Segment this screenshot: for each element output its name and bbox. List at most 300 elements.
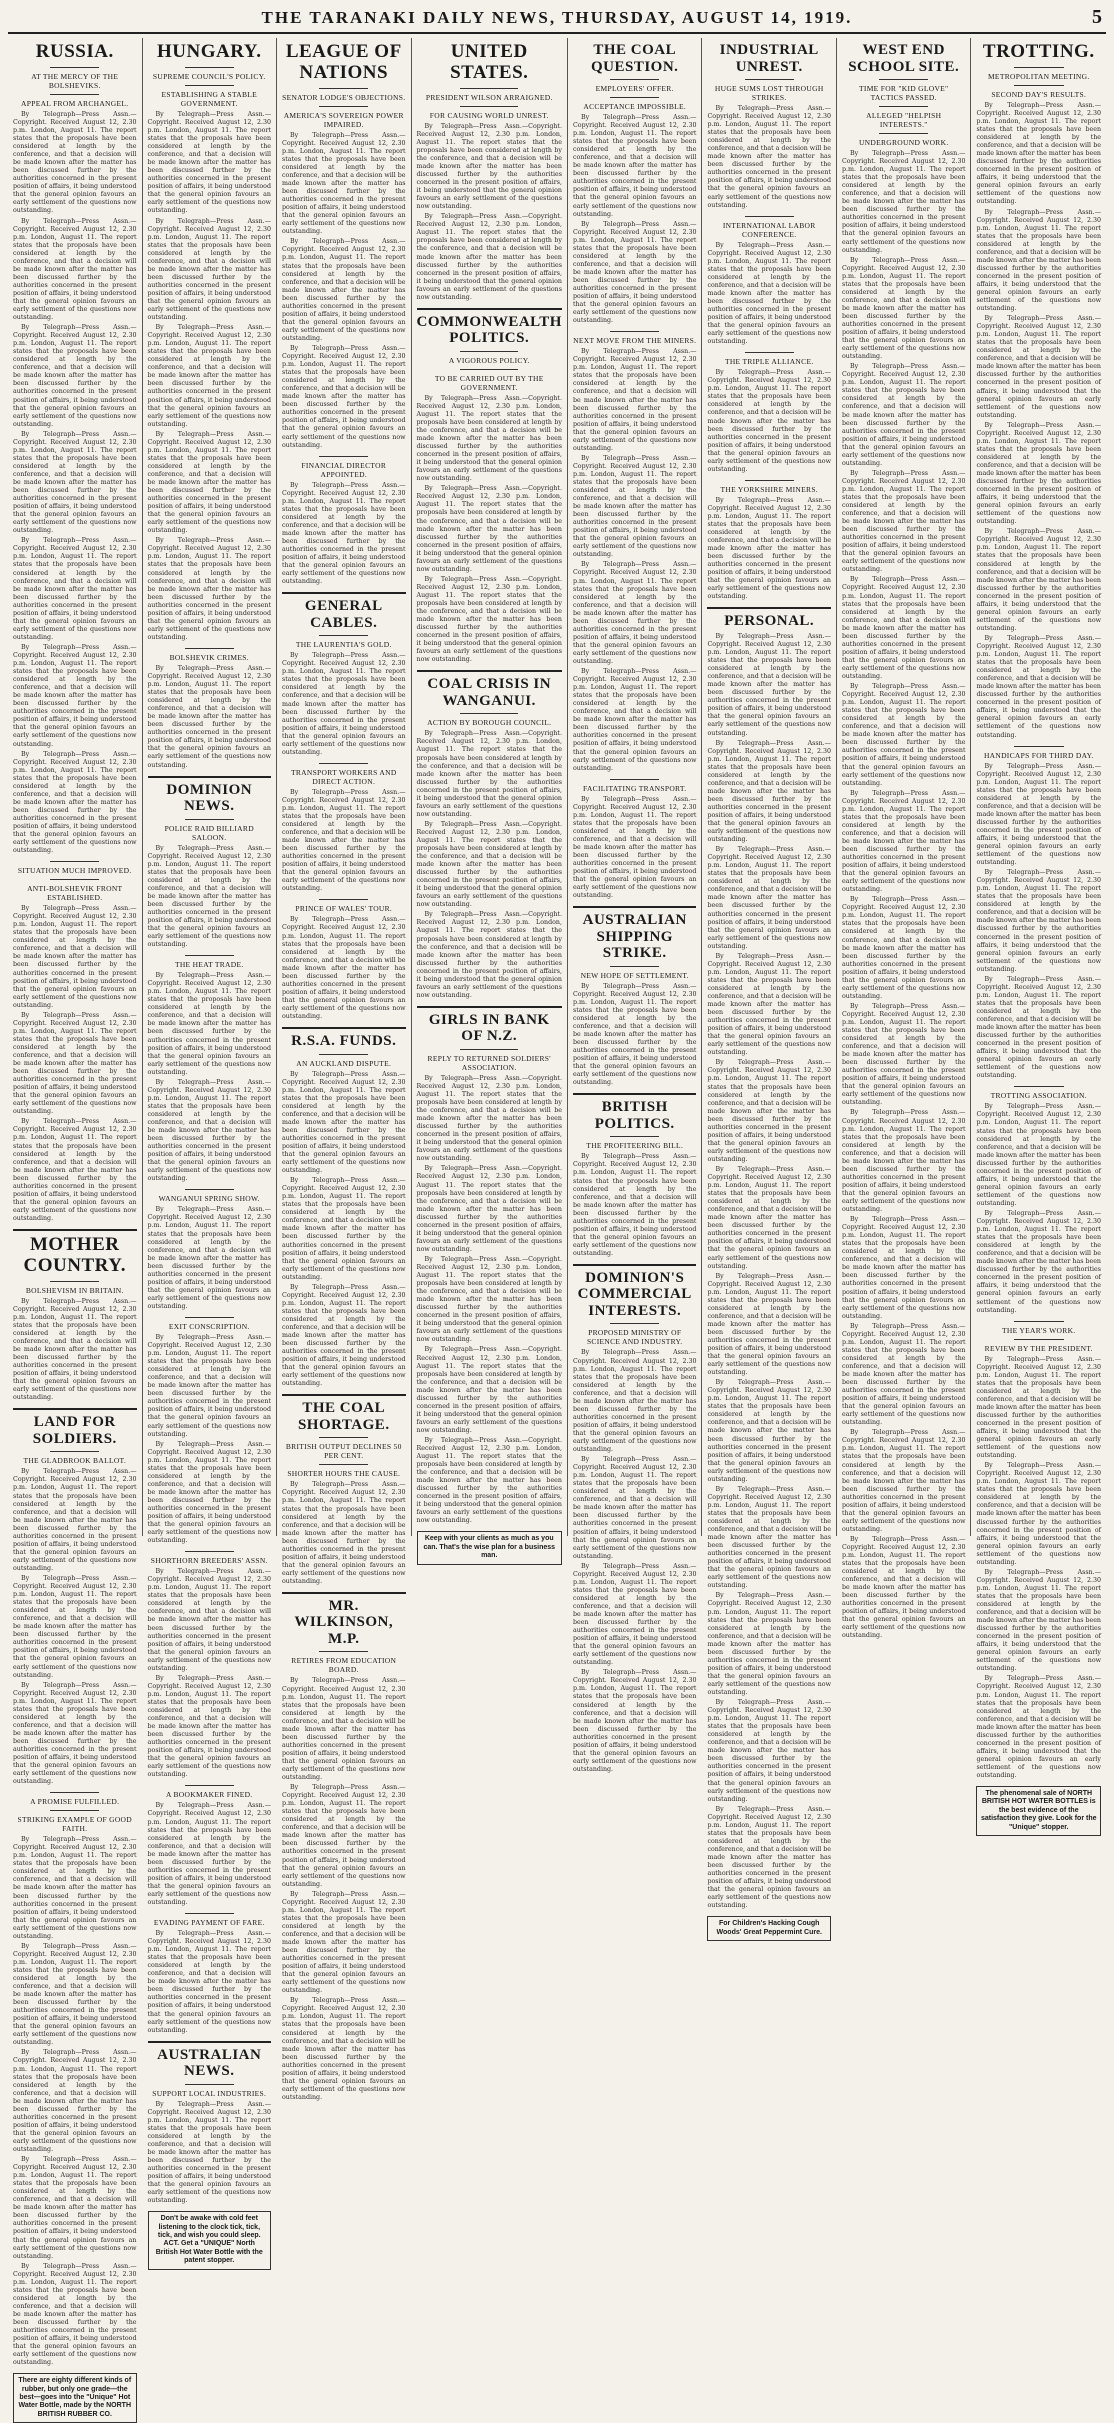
- article-subheading: BOLSHEVISM IN BRITAIN.: [25, 1285, 124, 1295]
- article-paragraph: By Telegraph—Press Assn.—Copyright. Received August 12, 2.30 p.m. London, August 11. The report states that the proposals have been considered at length by the conference, and that a decision will be made known after the matter has been discussed further by the authorities concerned in the present position of affairs, it being understood that the general opinion favours an early settlement of the questions now outstanding.: [147, 1802, 271, 1906]
- divider: [319, 899, 368, 900]
- article-subheading: SUPREME COUNCIL'S POLICY.: [152, 71, 266, 81]
- article: [148, 1551, 272, 1779]
- article-paragraph: By Telegraph—Press Assn.—Copyright. Received August 12, 2.30 p.m. London, August 11. The report states that the proposals have been considered at length by the conference, and that a decision will be made known after the matter has been discussed further by the authorities concerned in the present position of affairs, it being understood that the general opinion favours an early settlement of the questions now outstanding.: [282, 1997, 406, 2101]
- article-paragraph: By Telegraph—Press Assn.—Copyright. Received August 12, 2.30 p.m. London, August 11. The report states that the proposals have been considered at length by the conference, and that a decision will be made known after the matter has been discussed further by the authorities concerned in the present position of affairs, it being understood that the general opinion favours an early settlement of the questions now outstanding.: [282, 1070, 406, 1175]
- article-headline: INDUSTRIAL UNREST.: [719, 42, 819, 75]
- section-divider: [282, 1592, 406, 1594]
- section-divider: [282, 1394, 406, 1396]
- column-3: [277, 38, 412, 2101]
- article-headline: MOTHER COUNTRY.: [23, 1233, 126, 1276]
- article-subheading: HUGE SUMS LOST THROUGH STRIKES.: [714, 84, 824, 102]
- article-subheading: ESTABLISHING A STABLE GOVERNMENT.: [161, 89, 258, 108]
- article-paragraph: By Telegraph—Press Assn.—Copyright. Received August 12, 2.30 p.m. London, August 11. The report states that the proposals have been considered at length by the conference, and that a decision will be made known after the matter has been discussed further by the authorities concerned in the present position of affairs, it being understood that the general opinion favours an early settlement of the questions now outstanding.: [707, 952, 831, 1057]
- article-paragraph: By Telegraph—Press Assn.—Copyright. Received August 12, 2.30 p.m. London, August 11. The report states that the proposals have been considered at length by the conference, and that a decision will be made known after the matter has been discussed further by the authorities concerned in the present position of affairs, it being understood that the general opinion favours an early settlement of the questions now outstanding.: [707, 846, 831, 950]
- article-subheading: EVADING PAYMENT OF FARE.: [153, 1918, 265, 1928]
- article-paragraph: By Telegraph—Press Assn.—Copyright. Received August 12, 2.30 p.m. London, August 11. The report states that the proposals have been considered at length by the conference, and that a decision will be made known after the matter has been discussed further by the authorities concerned in the present position of affairs, it being understood that the general opinion favours an early settlement of the questions now outstanding.: [841, 150, 966, 254]
- article: [13, 1414, 137, 1786]
- divider: [319, 106, 368, 107]
- article-paragraph: By Telegraph—Press Assn.—Copyright. Received August 12, 2.30 p.m. London, August 11. The report states that the proposals have been considered at length by the conference, and that a decision will be made known after the matter has been discussed further by the authorities concerned in the present position of affairs, it being understood that the general opinion favours an early settlement of the questions now outstanding.: [282, 1784, 406, 1888]
- article: [573, 42, 697, 325]
- article: [417, 1012, 562, 1526]
- article-paragraph: By Telegraph—Press Assn.—Copyright. Received August 12, 2.30 p.m. London, August 11. The report states that the proposals have been considered at length by the conference, and that a decision will be made known after the matter has been discussed further by the authorities concerned in the present position of affairs, it being understood that the general opinion favours an early settlement of the questions now outstanding.: [282, 238, 406, 342]
- section-divider: [707, 607, 831, 609]
- column-8: [971, 38, 1106, 1831]
- advertisement: There are eighty different kinds of rubber, but only one grade—the best—goes into the "Unique" Hot Water Bottle, made by the NORTH BRITISH RUBBER CO.: [13, 2373, 137, 2423]
- article-subheading: RETIRES FROM EDUCATION BOARD.: [291, 1656, 397, 1675]
- article-subheading: SENATOR LODGE'S OBJECTIONS.: [282, 92, 406, 102]
- section-divider: [417, 670, 562, 672]
- column-4: [412, 38, 568, 1560]
- article-subheading: PRESIDENT WILSON ARRAIGNED.: [425, 92, 553, 102]
- article: [282, 899, 406, 1021]
- article-paragraph: By Telegraph—Press Assn.—Copyright. Received August 12, 2.30 p.m. London, August 11. The report states that the proposals have been considered at length by the conference, and that a decision will be made known after the matter has been discussed further by the authorities concerned in the present position of affairs, it being understood that the general opinion favours an early settlement of the questions now outstanding.: [147, 1440, 271, 1545]
- article-subheading: TO BE CARRIED OUT BY THE GOVERNMENT.: [434, 373, 544, 392]
- article-paragraph: By Telegraph—Press Assn.—Copyright. Received August 12, 2.30 p.m. London, August 11. The report states that the proposals have been considered at length by the conference, and that a decision will be made known after the matter has been discussed further by the authorities concerned in the present position of affairs, it being understood that the general opinion favours an early settlement of the questions now outstanding.: [13, 1011, 137, 1116]
- article-paragraph: By Telegraph—Press Assn.—Copyright. Received August 12, 2.30 p.m. London, August 11. The report states that the proposals have been considered at length by the conference, and that a decision will be made known after the matter has been discussed further by the authorities concerned in the present position of affairs, it being understood that the general opinion favours an early settlement of the questions now outstanding.: [282, 1890, 406, 1995]
- divider: [460, 106, 518, 107]
- article-paragraph: By Telegraph—Press Assn.—Copyright. Received August 12, 2.30 p.m. London, August 11. The report states that the proposals have been considered at length by the conference, and that a decision will be made known after the matter has been discussed further by the authorities concerned in the present position of affairs, it being understood that the general opinion favours an early settlement of the questions now outstanding.: [147, 1930, 271, 2034]
- article-subheading: REVIEW BY THE PRESIDENT.: [984, 1343, 1093, 1353]
- article-paragraph: By Telegraph—Press Assn.—Copyright. Received August 12, 2.30 p.m. London, August 11. The report states that the proposals have been considered at length by the conference, and that a decision will be made known after the matter has been discussed further by the authorities concerned in the present position of affairs, it being understood that the general opinion favours an early settlement of the questions now outstanding.: [147, 844, 271, 949]
- article-paragraph: By Telegraph—Press Assn.—Copyright. Received August 12, 2.30 p.m. London, August 11. The report states that the proposals have been considered at length by the conference, and that a decision will be made known after the matter has been discussed further by the authorities concerned in the present position of affairs, it being understood that the general opinion favours an early settlement of the questions now outstanding.: [13, 1118, 137, 1222]
- section-divider: [573, 906, 697, 908]
- article: [13, 1792, 137, 2367]
- divider: [185, 1785, 234, 1786]
- article: [282, 763, 406, 894]
- article-paragraph: By Telegraph—Press Assn.—Copyright. Received August 12, 2.30 p.m. London, August 11. The report states that the proposals have been considered at length by the conference, and that a decision will be made known after the matter has been discussed further by the authorities concerned in the present position of affairs, it being understood that the general opinion favours an early settlement of the questions now outstanding.: [416, 911, 562, 999]
- article-subheading: ALLEGED "HELPISH INTERESTS.": [866, 111, 942, 129]
- article-paragraph: By Telegraph—Press Assn.—Copyright. Received August 12, 2.30 p.m. London, August 11. The report states that the proposals have been considered at length by the conference, and that a decision will be made known after the matter has been discussed further by the authorities concerned in the present position of affairs, it being understood that the general opinion favours an early settlement of the questions now outstanding.: [841, 1109, 966, 1214]
- article-paragraph: By Telegraph—Press Assn.—Copyright. Received August 12, 2.30 p.m. London, August 11. The report states that the proposals have been considered at length by the conference, and that a decision will be made known after the matter has been discussed further by the authorities concerned in the present position of affairs, it being understood that the general opinion favours an early settlement of the questions now outstanding.: [282, 916, 406, 1020]
- section-divider: [573, 1264, 697, 1266]
- article-paragraph: By Telegraph—Press Assn.—Copyright. Received August 12, 2.30 p.m. London, August 11. The report states that the proposals have been considered at length by the conference, and that a decision will be made known after the matter has been discussed further by the authorities concerned in the present position of affairs, it being understood that the general opinion favours an early settlement of the questions now outstanding.: [572, 982, 697, 1087]
- divider: [1014, 1321, 1064, 1322]
- article-subheading: INTERNATIONAL LABOR CONFERENCE.: [722, 220, 816, 239]
- article-subheading: NEW HOPE OF SETTLEMENT.: [580, 970, 689, 980]
- article-subheading: TROTTING ASSOCIATION.: [990, 1091, 1087, 1101]
- article-paragraph: By Telegraph—Press Assn.—Copyright. Received August 12, 2.30 p.m. London, August 11. The report states that the proposals have been considered at length by the conference, and that a decision will be made known after the matter has been discussed further by the authorities concerned in the present position of affairs, it being understood that the general opinion favours an early settlement of the questions now outstanding.: [147, 537, 271, 641]
- article-paragraph: By Telegraph—Press Assn.—Copyright. Received August 12, 2.30 p.m. London, August 11. The report states that the proposals have been considered at length by the conference, and that a decision will be made known after the matter has been discussed further by the authorities concerned in the present position of affairs, it being understood that the general opinion favours an early settlement of the questions now outstanding.: [13, 643, 137, 748]
- article-paragraph: By Telegraph—Press Assn.—Copyright. Received August 12, 2.30 p.m. London, August 11. The report states that the proposals have been considered at length by the conference, and that a decision will be made known after the matter has been discussed further by the authorities concerned in the present position of affairs, it being understood that the general opinion favours an early settlement of the questions now outstanding.: [707, 739, 831, 844]
- article: [842, 42, 966, 1641]
- section-divider: [573, 1093, 697, 1095]
- article-subheading: PRINCE OF WALES' TOUR.: [295, 904, 393, 914]
- article-subheading: ACCEPTANCE IMPOSSIBLE.: [583, 102, 687, 111]
- article-paragraph: By Telegraph—Press Assn.—Copyright. Received August 12, 2.30 p.m. London, August 11. The report states that the proposals have been considered at length by the conference, and that a decision will be made known after the matter has been discussed further by the authorities concerned in the present position of affairs, it being understood that the general opinion favours an early settlement of the questions now outstanding.: [13, 905, 137, 1009]
- article-paragraph: By Telegraph—Press Assn.—Copyright. Received August 12, 2.30 p.m. London, August 11. The report states that the proposals have been considered at length by the conference, and that a decision will be made known after the matter has been discussed further by the authorities concerned in the present position of affairs, it being understood that the general opinion favours an early settlement of the questions now outstanding.: [976, 208, 1101, 313]
- article-paragraph: By Telegraph—Press Assn.—Copyright. Received August 12, 2.30 p.m. London, August 11. The report states that the proposals have been considered at length by the conference, and that a decision will be made known after the matter has been discussed further by the authorities concerned in the present position of affairs, it being understood that the general opinion favours an early settlement of the questions now outstanding.: [147, 217, 271, 322]
- article-paragraph: By Telegraph—Press Assn.—Copyright. Received August 12, 2.30 p.m. London, August 11. The report states that the proposals have been considered at length by the conference, and that a decision will be made known after the matter has been discussed further by the authorities concerned in the present position of affairs, it being understood that the general opinion favours an early settlement of the questions now outstanding.: [976, 1355, 1101, 1460]
- divider: [185, 1189, 234, 1190]
- article-paragraph: By Telegraph—Press Assn.—Copyright. Received August 12, 2.30 p.m. London, August 11. The report states that the proposals have been considered at length by the conference, and that a decision will be made known after the matter has been discussed further by the authorities concerned in the present position of affairs, it being understood that the general opinion favours an early settlement of the questions now outstanding.: [416, 1346, 562, 1434]
- article-paragraph: By Telegraph—Press Assn.—Copyright. Received August 12, 2.30 p.m. London, August 11. The report states that the proposals have been considered at length by the conference, and that a decision will be made known after the matter has been discussed further by the authorities concerned in the present position of affairs, it being understood that the general opinion favours an early settlement of the questions now outstanding.: [282, 652, 406, 756]
- article: [282, 1598, 406, 2102]
- divider: [1014, 85, 1064, 86]
- divider: [50, 94, 99, 95]
- article: [707, 352, 831, 474]
- divider: [610, 779, 659, 780]
- article-paragraph: By Telegraph—Press Assn.—Copyright. Received August 12, 2.30 p.m. London, August 11. The report states that the proposals have been considered at length by the conference, and that a decision will be made known after the matter has been discussed further by the authorities concerned in the present position of affairs, it being understood that the general opinion favours an early settlement of the questions now outstanding.: [147, 2100, 271, 2205]
- article-paragraph: By Telegraph—Press Assn.—Copyright. Received August 12, 2.30 p.m. London, August 11. The report states that the proposals have been considered at length by the conference, and that a decision will be made known after the matter has been discussed further by the authorities concerned in the present position of affairs, it being understood that the general opinion favours an early settlement of the questions now outstanding.: [572, 1562, 697, 1667]
- divider: [50, 1792, 99, 1793]
- divider: [460, 1049, 518, 1050]
- column-7: [837, 38, 972, 1640]
- article-paragraph: By Telegraph—Press Assn.—Copyright. Received August 12, 2.30 p.m. London, August 11. The report states that the proposals have been considered at length by the conference, and that a decision will be made known after the matter has been discussed further by the authorities concerned in the present position of affairs, it being understood that the general opinion favours an early settlement of the questions now outstanding.: [841, 1002, 966, 1107]
- article-subheading: AT THE MERCY OF THE BOLSHEVIKS.: [31, 71, 119, 90]
- article-paragraph: By Telegraph—Press Assn.—Copyright. Received August 12, 2.30 p.m. London, August 11. The report states that the proposals have been considered at length by the conference, and that a decision will be made known after the matter has been discussed further by the authorities concerned in the present position of affairs, it being understood that the general opinion favours an early settlement of the questions now outstanding.: [841, 1216, 966, 1320]
- article-headline: DOMINION'S COMMERCIAL INTERESTS.: [577, 1269, 692, 1319]
- divider: [50, 67, 99, 68]
- article: [148, 1785, 272, 1907]
- article-paragraph: By Telegraph—Press Assn.—Copyright. Received August 12, 2.30 p.m. London, August 11. The report states that the proposals have been considered at length by the conference, and that a decision will be made known after the matter has been discussed further by the authorities concerned in the present position of affairs, it being understood that the general opinion favours an early settlement of the questions now outstanding.: [13, 110, 137, 215]
- section-divider: [282, 592, 406, 594]
- article-paragraph: By Telegraph—Press Assn.—Copyright. Received August 12, 2.30 p.m. London, August 11. The report states that the proposals have been considered at length by the conference, and that a decision will be made known after the matter has been discussed further by the authorities concerned in the present position of affairs, it being understood that the general opinion favours an early settlement of the questions now outstanding.: [841, 896, 966, 1000]
- article-subheading: SUPPORT LOCAL INDUSTRIES.: [152, 2088, 267, 2098]
- article: [148, 2047, 272, 2206]
- article: [148, 955, 272, 1183]
- article-paragraph: By Telegraph—Press Assn.—Copyright. Received August 12, 2.30 p.m. London, August 11. The report states that the proposals have been considered at length by the conference, and that a decision will be made known after the matter has been discussed further by the authorities concerned in the present position of affairs, it being understood that the general opinion favours an early settlement of the questions now outstanding.: [707, 1699, 831, 1803]
- article: [282, 456, 406, 587]
- article-paragraph: By Telegraph—Press Assn.—Copyright. Received August 12, 2.30 p.m. London, August 11. The report states that the proposals have been considered at length by the conference, and that a decision will be made known after the matter has been discussed further by the authorities concerned in the present position of affairs, it being understood that the general opinion favours an early settlement of the questions now outstanding.: [147, 324, 271, 428]
- article-subheading: APPEAL FROM ARCHANGEL.: [21, 98, 129, 108]
- article-paragraph: By Telegraph—Press Assn.—Copyright. Received August 12, 2.30 p.m. London, August 11. The report states that the proposals have been considered at length by the conference, and that a decision will be made known after the matter has been discussed further by the authorities concerned in the present position of affairs, it being understood that the general opinion favours an early settlement of the questions now outstanding.: [147, 972, 271, 1076]
- article-subheading: FINANCIAL DIRECTOR APPOINTED.: [301, 460, 387, 479]
- article-subheading: ACTION BY BOROUGH COUNCIL.: [427, 718, 552, 728]
- article-paragraph: By Telegraph—Press Assn.—Copyright. Received August 12, 2.30 p.m. London, August 11. The report states that the proposals have been considered at length by the conference, and that a decision will be made known after the matter has been discussed further by the authorities concerned in the present position of affairs, it being understood that the general opinion favours an early settlement of the questions now outstanding.: [13, 324, 137, 428]
- divider: [879, 79, 928, 80]
- article-headline: LAND FOR SOLDIERS.: [32, 1414, 117, 1447]
- article: [148, 1189, 272, 1311]
- article-subheading: ANTI-BOLSHEVIK FRONT ESTABLISHED.: [27, 884, 123, 903]
- article-paragraph: By Telegraph—Press Assn.—Copyright. Received August 12, 2.30 p.m. London, August 11. The report states that the proposals have been considered at length by the conference, and that a decision will be made known after the matter has been discussed further by the authorities concerned in the present position of affairs, it being understood that the general opinion favours an early settlement of the questions now outstanding.: [572, 114, 697, 218]
- divider: [1014, 1086, 1064, 1087]
- article-paragraph: By Telegraph—Press Assn.—Copyright. Received August 12, 2.30 p.m. London, August 11. The report states that the proposals have been considered at length by the conference, and that a decision will be made known after the matter has been discussed further by the authorities concerned in the present position of affairs, it being understood that the general opinion favours an early settlement of the questions now outstanding.: [416, 820, 562, 909]
- article-paragraph: By Telegraph—Press Assn.—Copyright. Received August 12, 2.30 p.m. London, August 11. The report states that the proposals have been considered at length by the conference, and that a decision will be made known after the matter has been discussed further by the authorities concerned in the present position of affairs, it being understood that the general opinion favours an early settlement of the questions now outstanding.: [976, 762, 1101, 867]
- article-paragraph: By Telegraph—Press Assn.—Copyright. Received August 12, 2.30 p.m. London, August 11. The report states that the proposals have been considered at length by the conference, and that a decision will be made known after the matter has been discussed further by the authorities concerned in the present position of affairs, it being understood that the general opinion favours an early settlement of the questions now outstanding.: [572, 668, 697, 772]
- article-subheading: STRIKING EXAMPLE OF GOOD FAITH.: [17, 1815, 132, 1834]
- article-paragraph: By Telegraph—Press Assn.—Copyright. Received August 12, 2.30 p.m. London, August 11. The report states that the proposals have been considered at length by the conference, and that a decision will be made known after the matter has been discussed further by the authorities concerned in the present position of affairs, it being understood that the general opinion favours an early settlement of the questions now outstanding.: [13, 2262, 137, 2367]
- article-paragraph: By Telegraph—Press Assn.—Copyright. Received August 12, 2.30 p.m. London, August 11. The report states that the proposals have been considered at length by the conference, and that a decision will be made known after the matter has been discussed further by the authorities concerned in the present position of affairs, it being understood that the general opinion favours an early settlement of the questions now outstanding.: [707, 1379, 831, 1483]
- article-paragraph: By Telegraph—Press Assn.—Copyright. Received August 12, 2.30 p.m. London, August 11. The report states that the proposals have been considered at length by the conference, and that a decision will be made known after the matter has been discussed further by the authorities concerned in the present position of affairs, it being understood that the general opinion favours an early settlement of the questions now outstanding.: [841, 1535, 966, 1640]
- article-paragraph: By Telegraph—Press Assn.—Copyright. Received August 12, 2.30 p.m. London, August 11. The report states that the proposals have been considered at length by the conference, and that a decision will be made known after the matter has been discussed further by the authorities concerned in the present position of affairs, it being understood that the general opinion favours an early settlement of the questions now outstanding.: [13, 537, 137, 641]
- article-paragraph: By Telegraph—Press Assn.—Copyright. Received August 12, 2.30 p.m. London, August 11. The report states that the proposals have been considered at length by the conference, and that a decision will be made known after the matter has been discussed further by the authorities concerned in the present position of affairs, it being understood that the general opinion favours an early settlement of the questions now outstanding.: [572, 348, 697, 452]
- divider: [319, 1464, 368, 1465]
- article: [976, 1321, 1101, 1780]
- divider: [185, 1913, 234, 1914]
- article-subheading: THE LAURENTIA'S GOLD.: [295, 640, 392, 650]
- article-paragraph: By Telegraph—Press Assn.—Copyright. Received August 12, 2.30 p.m. London, August 11. The report states that the proposals have been considered at length by the conference, and that a decision will be made known after the matter has been discussed further by the authorities concerned in the present position of affairs, it being understood that the general opinion favours an early settlement of the questions now outstanding.: [13, 217, 137, 322]
- article-paragraph: By Telegraph—Press Assn.—Copyright. Received August 12, 2.30 p.m. London, August 11. The report states that the proposals have been considered at length by the conference, and that a decision will be made known after the matter has been discussed further by the authorities concerned in the present position of affairs, it being understood that the general opinion favours an early settlement of the questions now outstanding.: [282, 131, 406, 236]
- article-paragraph: By Telegraph—Press Assn.—Copyright. Received August 12, 2.30 p.m. London, August 11. The report states that the proposals have been considered at length by the conference, and that a decision will be made known after the matter has been discussed further by the authorities concerned in the present position of affairs, it being understood that the general opinion favours an early settlement of the questions now outstanding.: [416, 122, 562, 211]
- divider: [185, 819, 234, 820]
- divider: [1014, 67, 1064, 68]
- divider: [185, 67, 234, 68]
- article-paragraph: By Telegraph—Press Assn.—Copyright. Received August 12, 2.30 p.m. London, August 11. The report states that the proposals have been considered at length by the conference, and that a decision will be made known after the matter has been discussed further by the authorities concerned in the present position of affairs, it being understood that the general opinion favours an early settlement of the questions now outstanding.: [13, 2156, 137, 2260]
- section-divider: [417, 1006, 562, 1008]
- section-divider: [13, 1408, 137, 1410]
- article: [13, 861, 137, 1223]
- advertisement: Don't be awake with cold feet listening to the clock tick, tick, tick, and wish you could sleep. ACT. Get a "UNIQUE" North British Hot Water Bottle with the patent stopper.: [148, 2211, 272, 2269]
- article: [148, 782, 272, 950]
- article-paragraph: By Telegraph—Press Assn.—Copyright. Received August 12, 2.30 p.m. London, August 11. The report states that the proposals have been considered at length by the conference, and that a decision will be made known after the matter has been discussed further by the authorities concerned in the present position of affairs, it being understood that the general opinion favours an early settlement of the questions now outstanding.: [147, 1568, 271, 1672]
- divider: [185, 1317, 234, 1318]
- divider: [185, 2084, 234, 2085]
- article: [707, 216, 831, 347]
- article-paragraph: By Telegraph—Press Assn.—Copyright. Received August 12, 2.30 p.m. London, August 11. The report states that the proposals have been considered at length by the conference, and that a decision will be made known after the matter has been discussed further by the authorities concerned in the present position of affairs, it being understood that the general opinion favours an early settlement of the questions now outstanding.: [841, 789, 966, 894]
- article-paragraph: By Telegraph—Press Assn.—Copyright. Received August 12, 2.30 p.m. London, August 11. The report states that the proposals have been considered at length by the conference, and that a decision will be made known after the matter has been discussed further by the authorities concerned in the present position of affairs, it being understood that the general opinion favours an early settlement of the questions now outstanding.: [282, 1677, 406, 1782]
- article-paragraph: By Telegraph—Press Assn.—Copyright. Received August 12, 2.30 p.m. London, August 11. The report states that the proposals have been considered at length by the conference, and that a decision will be made known after the matter has been discussed further by the authorities concerned in the present position of affairs, it being understood that the general opinion favours an early settlement of the questions now outstanding.: [976, 869, 1101, 973]
- divider: [319, 1651, 368, 1652]
- article-headline: HUNGARY.: [156, 41, 262, 62]
- article-paragraph: By Telegraph—Press Assn.—Copyright. Received August 12, 2.30 p.m. London, August 11. The report states that the proposals have been considered at length by the conference, and that a decision will be made known after the matter has been discussed further by the authorities concerned in the present position of affairs, it being understood that the general opinion favours an early settlement of the questions now outstanding.: [416, 1436, 562, 1525]
- article-paragraph: By Telegraph—Press Assn.—Copyright. Received August 12, 2.30 p.m. London, August 11. The report states that the proposals have been considered at length by the conference, and that a decision will be made known after the matter has been discussed further by the authorities concerned in the present position of affairs, it being understood that the general opinion favours an early settlement of the questions now outstanding.: [707, 1165, 831, 1270]
- article: [417, 42, 562, 302]
- article-paragraph: By Telegraph—Press Assn.—Copyright. Received August 12, 2.30 p.m. London, August 11. The report states that the proposals have been considered at length by the conference, and that a decision will be made known after the matter has been discussed further by the authorities concerned in the present position of affairs, it being understood that the general opinion favours an early settlement of the questions now outstanding.: [13, 2049, 137, 2153]
- article-paragraph: By Telegraph—Press Assn.—Copyright. Received August 12, 2.30 p.m. London, August 11. The report states that the proposals have been considered at length by the conference, and that a decision will be made known after the matter has been discussed further by the authorities concerned in the present position of affairs, it being understood that the general opinion favours an early settlement of the questions now outstanding.: [707, 241, 831, 346]
- divider: [319, 635, 368, 636]
- article-paragraph: By Telegraph—Press Assn.—Copyright. Received August 12, 2.30 p.m. London, August 11. The report states that the proposals have been considered at length by the conference, and that a decision will be made known after the matter has been discussed further by the authorities concerned in the present position of affairs, it being understood that the general opinion favours an early settlement of the questions now outstanding.: [841, 363, 966, 467]
- article-paragraph: By Telegraph—Press Assn.—Copyright. Received August 12, 2.30 p.m. London, August 11. The report states that the proposals have been considered at length by the conference, and that a decision will be made known after the matter has been discussed further by the authorities concerned in the present position of affairs, it being understood that the general opinion favours an early settlement of the questions now outstanding.: [976, 528, 1101, 632]
- article: [417, 314, 562, 665]
- article: [573, 331, 697, 772]
- article: [573, 1270, 697, 1774]
- article: [976, 42, 1101, 740]
- article-paragraph: By Telegraph—Press Assn.—Copyright. Received August 12, 2.30 p.m. London, August 11. The report states that the proposals have been considered at length by the conference, and that a decision will be made known after the matter has been discussed further by the authorities concerned in the present position of affairs, it being understood that the general opinion favours an early settlement of the questions now outstanding.: [841, 683, 966, 787]
- article-headline: DOMINION NEWS.: [166, 781, 253, 815]
- article-paragraph: By Telegraph—Press Assn.—Copyright. Received August 12, 2.30 p.m. London, August 11. The report states that the proposals have been considered at length by the conference, and that a decision will be made known after the matter has been discussed further by the authorities concerned in the present position of affairs, it being understood that the general opinion favours an early settlement of the questions now outstanding.: [416, 1074, 562, 1163]
- article-headline: BRITISH POLITICS.: [594, 1099, 675, 1132]
- article-paragraph: By Telegraph—Press Assn.—Copyright. Received August 12, 2.30 p.m. London, August 11. The report states that the proposals have been considered at length by the conference, and that a decision will be made known after the matter has been discussed further by the authorities concerned in the present position of affairs, it being understood that the general opinion favours an early settlement of the questions now outstanding.: [416, 213, 562, 301]
- divider: [745, 352, 794, 353]
- article: [573, 1099, 697, 1258]
- article-subheading: BRITISH OUTPUT DECLINES 50 PER CENT.: [285, 1442, 402, 1461]
- article-paragraph: By Telegraph—Press Assn.—Copyright. Received August 12, 2.30 p.m. London, August 11. The report states that the proposals have been considered at length by the conference, and that a decision will be made known after the matter has been discussed further by the authorities concerned in the present position of affairs, it being understood that the general opinion favours an early settlement of the questions now outstanding.: [707, 632, 831, 737]
- article-subheading: SITUATION MUCH IMPROVED.: [17, 866, 132, 876]
- article-subheading: THE TRIPLE ALLIANCE.: [724, 357, 814, 367]
- article: [573, 912, 697, 1087]
- divider: [610, 331, 659, 332]
- article: [282, 1400, 406, 1586]
- article-paragraph: By Telegraph—Press Assn.—Copyright. Received August 12, 2.30 p.m. London, August 11. The report states that the proposals have been considered at length by the conference, and that a decision will be made known after the matter has been discussed further by the authorities concerned in the present position of affairs, it being understood that the general opinion favours an early settlement of the questions now outstanding.: [13, 1297, 137, 1402]
- article-paragraph: By Telegraph—Press Assn.—Copyright. Received August 12, 2.30 p.m. London, August 11. The report states that the proposals have been considered at length by the conference, and that a decision will be made known after the matter has been discussed further by the authorities concerned in the present position of affairs, it being understood that the general opinion favours an early settlement of the questions now outstanding.: [976, 1568, 1101, 1673]
- article: [976, 746, 1101, 1081]
- article-paragraph: By Telegraph—Press Assn.—Copyright. Received August 12, 2.30 p.m. London, August 11. The report states that the proposals have been considered at length by the conference, and that a decision will be made known after the matter has been discussed further by the authorities concerned in the present position of affairs, it being understood that the general opinion favours an early settlement of the questions now outstanding.: [841, 1429, 966, 1533]
- divider: [185, 1551, 234, 1552]
- article-paragraph: By Telegraph—Press Assn.—Copyright. Received August 12, 2.30 p.m. London, August 11. The report states that the proposals have been considered at length by the conference, and that a decision will be made known after the matter has been discussed further by the authorities concerned in the present position of affairs, it being understood that the general opinion favours an early settlement of the questions now outstanding.: [13, 1681, 137, 1786]
- article-paragraph: By Telegraph—Press Assn.—Copyright. Received August 12, 2.30 p.m. London, August 11. The report states that the proposals have been considered at length by the conference, and that a decision will be made known after the matter has been discussed further by the authorities concerned in the present position of affairs, it being understood that the general opinion favours an early settlement of the questions now outstanding.: [572, 220, 697, 325]
- article-paragraph: By Telegraph—Press Assn.—Copyright. Received August 12, 2.30 p.m. London, August 11. The report states that the proposals have been considered at length by the conference, and that a decision will be made known after the matter has been discussed further by the authorities concerned in the present position of affairs, it being understood that the general opinion favours an early settlement of the questions now outstanding.: [707, 1485, 831, 1590]
- article-paragraph: By Telegraph—Press Assn.—Copyright. Received August 12, 2.30 p.m. London, August 11. The report states that the proposals have been considered at length by the conference, and that a decision will be made known after the matter has been discussed further by the authorities concerned in the present position of affairs, it being understood that the general opinion favours an early settlement of the questions now outstanding.: [282, 1481, 406, 1585]
- article-paragraph: By Telegraph—Press Assn.—Copyright. Received August 12, 2.30 p.m. London, August 11. The report states that the proposals have been considered at length by the conference, and that a decision will be made known after the matter has been discussed further by the authorities concerned in the present position of affairs, it being understood that the general opinion favours an early settlement of the questions now outstanding.: [13, 430, 137, 535]
- divider: [1014, 1339, 1064, 1340]
- divider: [745, 480, 794, 481]
- article: [707, 480, 831, 602]
- article-paragraph: By Telegraph—Press Assn.—Copyright. Received August 12, 2.30 p.m. London, August 11. The report states that the proposals have been considered at length by the conference, and that a decision will be made known after the matter has been discussed further by the authorities concerned in the present position of affairs, it being understood that the general opinion favours an early settlement of the questions now outstanding.: [707, 1272, 831, 1377]
- article-paragraph: By Telegraph—Press Assn.—Copyright. Received August 12, 2.30 p.m. London, August 11. The report states that the proposals have been considered at length by the conference, and that a decision will be made known after the matter has been discussed further by the authorities concerned in the present position of affairs, it being understood that the general opinion favours an early settlement of the questions now outstanding.: [282, 1283, 406, 1388]
- article-paragraph: By Telegraph—Press Assn.—Copyright. Received August 12, 2.30 p.m. London, August 11. The report states that the proposals have been considered at length by the conference, and that a decision will be made known after the matter has been discussed further by the authorities concerned in the present position of affairs, it being understood that the general opinion favours an early settlement of the questions now outstanding.: [13, 750, 137, 855]
- article-subheading: TRANSPORT WORKERS AND DIRECT ACTION.: [290, 767, 397, 786]
- section-divider: [417, 308, 562, 310]
- article-paragraph: By Telegraph—Press Assn.—Copyright. Received August 12, 2.30 p.m. London, August 11. The report states that the proposals have been considered at length by the conference, and that a decision will be made known after the matter has been discussed further by the authorities concerned in the present position of affairs, it being understood that the general opinion favours an early settlement of the questions now outstanding.: [976, 1209, 1101, 1314]
- article-subheading: A PROMISE FULFILLED.: [30, 1797, 120, 1807]
- article-paragraph: By Telegraph—Press Assn.—Copyright. Received August 12, 2.30 p.m. London, August 11. The report states that the proposals have been considered at length by the conference, and that a decision will be made known after the matter has been discussed further by the authorities concerned in the present position of affairs, it being understood that the general opinion favours an early settlement of the questions now outstanding.: [976, 1103, 1101, 1207]
- article-subheading: BOLSHEVIK CRIMES.: [169, 652, 249, 662]
- article-subheading: HANDICAPS FOR THIRD DAY.: [983, 750, 1094, 760]
- column-6: [702, 38, 837, 1936]
- article-paragraph: By Telegraph—Press Assn.—Copyright. Received August 12, 2.30 p.m. London, August 11. The report states that the proposals have been considered at length by the conference, and that a decision will be made known after the matter has been discussed further by the authorities concerned in the present position of affairs, it being understood that the general opinion favours an early settlement of the questions now outstanding.: [13, 1836, 137, 1940]
- article-subheading: EMPLOYERS' OFFER.: [595, 84, 674, 93]
- divider: [50, 879, 99, 880]
- article-paragraph: By Telegraph—Press Assn.—Copyright. Received August 12, 2.30 p.m. London, August 11. The report states that the proposals have been considered at length by the conference, and that a decision will be made known after the matter has been discussed further by the authorities concerned in the present position of affairs, it being understood that the general opinion favours an early settlement of the questions now outstanding.: [707, 1805, 831, 1910]
- article-headline: GENERAL CABLES.: [304, 598, 383, 631]
- article-subheading: METROPOLITAN MEETING.: [987, 71, 1090, 81]
- article-paragraph: By Telegraph—Press Assn.—Copyright. Received August 12, 2.30 p.m. London, August 11. The report states that the proposals have been considered at length by the conference, and that a decision will be made known after the matter has been discussed further by the authorities concerned in the present position of affairs, it being understood that the general opinion favours an early settlement of the questions now outstanding.: [147, 1206, 271, 1310]
- advertisement: The phenomenal sale of NORTH BRITISH HOT WATER BOTTLES is the best evidence of the satisfaction they give. Look for the "Unique" stopper.: [976, 1786, 1101, 1836]
- divider: [879, 133, 928, 134]
- divider: [1014, 746, 1064, 747]
- article-paragraph: By Telegraph—Press Assn.—Copyright. Received August 12, 2.30 p.m. London, August 11. The report states that the proposals have been considered at length by the conference, and that a decision will be made known after the matter has been discussed further by the authorities concerned in the present position of affairs, it being understood that the general opinion favours an early settlement of the questions now outstanding.: [282, 345, 406, 449]
- article-headline: COAL CRISIS IN WANGANUI.: [427, 676, 552, 709]
- newspaper-title: THE TARANAKI DAILY NEWS, THURSDAY, AUGUST 14, 1919.: [261, 8, 853, 27]
- article-paragraph: By Telegraph—Press Assn.—Copyright. Received August 12, 2.30 p.m. London, August 11. The report states that the proposals have been considered at length by the conference, and that a decision will be made known after the matter has been discussed further by the authorities concerned in the present position of affairs, it being understood that the general opinion favours an early settlement of the questions now outstanding.: [282, 481, 406, 586]
- article-paragraph: By Telegraph—Press Assn.—Copyright. Received August 12, 2.30 p.m. London, August 11. The report states that the proposals have been considered at length by the conference, and that a decision will be made known after the matter has been discussed further by the authorities concerned in the present position of affairs, it being understood that the general opinion favours an early settlement of the questions now outstanding.: [572, 561, 697, 665]
- article-paragraph: By Telegraph—Press Assn.—Copyright. Received August 12, 2.30 p.m. London, August 11. The report states that the proposals have been considered at length by the conference, and that a decision will be made known after the matter has been discussed further by the authorities concerned in the present position of affairs, it being understood that the general opinion favours an early settlement of the questions now outstanding.: [147, 110, 271, 215]
- article-subheading: THE HEAT TRADE.: [174, 960, 244, 970]
- divider: [460, 351, 518, 352]
- article-subheading: EXIT CONSCRIPTION.: [168, 1321, 250, 1331]
- article-subheading: SHORTHORN BREEDERS' ASSN.: [150, 1556, 268, 1566]
- article-paragraph: By Telegraph—Press Assn.—Copyright. Received August 12, 2.30 p.m. London, August 11. The report states that the proposals have been considered at length by the conference, and that a decision will be made known after the matter has been discussed further by the authorities concerned in the present position of affairs, it being understood that the general opinion favours an early settlement of the questions now outstanding.: [976, 421, 1101, 526]
- article-paragraph: By Telegraph—Press Assn.—Copyright. Received August 12, 2.30 p.m. London, August 11. The report states that the proposals have been considered at length by the conference, and that a decision will be made known after the matter has been discussed further by the authorities concerned in the present position of affairs, it being understood that the general opinion favours an early settlement of the questions now outstanding.: [416, 730, 562, 818]
- article-subheading: THE YORKSHIRE MINERS.: [720, 484, 818, 494]
- article-paragraph: By Telegraph—Press Assn.—Copyright. Received August 12, 2.30 p.m. London, August 11. The report states that the proposals have been considered at length by the conference, and that a decision will be made known after the matter has been discussed further by the authorities concerned in the present position of affairs, it being understood that the general opinion favours an early settlement of the questions now outstanding.: [976, 1462, 1101, 1566]
- article-paragraph: By Telegraph—Press Assn.—Copyright. Received August 12, 2.30 p.m. London, August 11. The report states that the proposals have been considered at length by the conference, and that a decision will be made known after the matter has been discussed further by the authorities concerned in the present position of affairs, it being understood that the general opinion favours an early settlement of the questions now outstanding.: [13, 1468, 137, 1572]
- article: [148, 1317, 272, 1545]
- article-paragraph: By Telegraph—Press Assn.—Copyright. Received August 12, 2.30 p.m. London, August 11. The report states that the proposals have been considered at length by the conference, and that a decision will be made known after the matter has been discussed further by the authorities concerned in the present position of affairs, it being understood that the general opinion favours an early settlement of the questions now outstanding.: [416, 485, 562, 573]
- article-headline: THE COAL QUESTION.: [590, 42, 679, 75]
- article-paragraph: By Telegraph—Press Assn.—Copyright. Received August 12, 2.30 p.m. London, August 11. The report states that the proposals have been considered at length by the conference, and that a decision will be made known after the matter has been discussed further by the authorities concerned in the present position of affairs, it being understood that the general opinion favours an early settlement of the questions now outstanding.: [416, 394, 562, 483]
- article-headline: THE COAL SHORTAGE.: [297, 1400, 390, 1433]
- section-divider: [13, 1229, 137, 1231]
- divider: [185, 955, 234, 956]
- article: [417, 676, 562, 1000]
- divider: [745, 216, 794, 217]
- article-headline: R.S.A. FUNDS.: [291, 1033, 397, 1050]
- article-paragraph: By Telegraph—Press Assn.—Copyright. Received August 12, 2.30 p.m. London, August 11. The report states that the proposals have been considered at length by the conference, and that a decision will be made known after the matter has been discussed further by the authorities concerned in the present position of affairs, it being understood that the general opinion favours an early settlement of the questions now outstanding.: [572, 1669, 697, 1773]
- column-2: [143, 38, 278, 2265]
- advertisement: For Children's Hacking Cough Woods' Great Peppermint Cure.: [707, 1916, 831, 1941]
- divider: [610, 1136, 659, 1137]
- divider: [460, 369, 518, 370]
- article-subheading: UNDERGROUND WORK.: [858, 138, 949, 147]
- article: [282, 598, 406, 757]
- article-subheading: FACILITATING TRANSPORT.: [583, 783, 687, 793]
- masthead: [8, 4, 1106, 34]
- article: [573, 779, 697, 901]
- divider: [745, 79, 794, 80]
- divider: [319, 763, 368, 764]
- divider: [319, 88, 368, 89]
- article-headline: UNITED STATES.: [450, 41, 529, 83]
- article: [707, 42, 831, 210]
- article-subheading: POLICE RAID BILLIARD SALOON.: [164, 823, 254, 842]
- article-headline: COMMONWEALTH POLITICS.: [416, 313, 562, 347]
- article-headline: AUSTRALIAN NEWS.: [157, 2046, 262, 2080]
- divider: [50, 1810, 99, 1811]
- article-subheading: AMERICA'S SOVEREIGN POWER IMPAIRED.: [283, 110, 404, 129]
- divider: [50, 861, 99, 862]
- article: [148, 42, 272, 642]
- divider: [319, 1437, 368, 1438]
- article-paragraph: By Telegraph—Press Assn.—Copyright. Received August 12, 2.30 p.m. London, August 11. The report states that the proposals have been considered at length by the conference, and that a decision will be made known after the matter has been discussed further by the authorities concerned in the present position of affairs, it being understood that the general opinion favours an early settlement of the questions now outstanding.: [841, 1322, 966, 1427]
- article-headline: AUSTRALIAN SHIPPING STRIKE.: [582, 912, 687, 962]
- section-divider: [148, 776, 272, 778]
- section-divider: [282, 1027, 406, 1029]
- article-headline: PERSONAL.: [724, 613, 815, 630]
- divider: [610, 1323, 659, 1324]
- article-subheading: A VIGOROUS POLICY.: [448, 355, 530, 365]
- article-paragraph: By Telegraph—Press Assn.—Copyright. Received August 12, 2.30 p.m. London, August 11. The report states that the proposals have been considered at length by the conference, and that a decision will be made known after the matter has been discussed further by the authorities concerned in the present position of affairs, it being understood that the general opinion favours an early settlement of the questions now outstanding.: [976, 975, 1101, 1080]
- article-headline: LEAGUE OF NATIONS: [285, 41, 402, 83]
- article-subheading: A BOOKMAKER FINED.: [166, 1790, 253, 1800]
- article: [13, 1235, 137, 1402]
- article-subheading: THE GLADBROOK BALLOT.: [23, 1456, 127, 1466]
- article: [13, 42, 137, 855]
- section-divider: [148, 2041, 272, 2043]
- divider: [319, 456, 368, 457]
- article-paragraph: By Telegraph—Press Assn.—Copyright. Received August 12, 2.30 p.m. London, August 11. The report states that the proposals have been considered at length by the conference, and that a decision will be made known after the matter has been discussed further by the authorities concerned in the present position of affairs, it being understood that the general opinion favours an early settlement of the questions now outstanding.: [147, 430, 271, 535]
- article-paragraph: By Telegraph—Press Assn.—Copyright. Received August 12, 2.30 p.m. London, August 11. The report states that the proposals have been considered at length by the conference, and that a decision will be made known after the matter has been discussed further by the authorities concerned in the present position of affairs, it being understood that the general opinion favours an early settlement of the questions now outstanding.: [976, 315, 1101, 419]
- article-paragraph: By Telegraph—Press Assn.—Copyright. Received August 12, 2.30 p.m. London, August 11. The report states that the proposals have been considered at length by the conference, and that a decision will be made known after the matter has been discussed further by the authorities concerned in the present position of affairs, it being understood that the general opinion favours an early settlement of the questions now outstanding.: [282, 1177, 406, 1281]
- article-paragraph: By Telegraph—Press Assn.—Copyright. Received August 12, 2.30 p.m. London, August 11. The report states that the proposals have been considered at length by the conference, and that a decision will be made known after the matter has been discussed further by the authorities concerned in the present position of affairs, it being understood that the general opinion favours an early settlement of the questions now outstanding.: [976, 634, 1101, 739]
- article-paragraph: By Telegraph—Press Assn.—Copyright. Received August 12, 2.30 p.m. London, August 11. The report states that the proposals have been considered at length by the conference, and that a decision will be made known after the matter has been discussed further by the authorities concerned in the present position of affairs, it being understood that the general opinion favours an early settlement of the questions now outstanding.: [147, 1674, 271, 1779]
- article-paragraph: By Telegraph—Press Assn.—Copyright. Received August 12, 2.30 p.m. London, August 11. The report states that the proposals have been considered at length by the conference, and that a decision will be made known after the matter has been discussed further by the authorities concerned in the present position of affairs, it being understood that the general opinion favours an early settlement of the questions now outstanding.: [841, 576, 966, 680]
- article-subheading: TIME FOR "KID GLOVE" TACTICS PASSED.: [859, 84, 949, 102]
- article-subheading: SECOND DAY'S RESULTS.: [991, 89, 1087, 99]
- article-paragraph: By Telegraph—Press Assn.—Copyright. Received August 12, 2.30 p.m. London, August 11. The report states that the proposals have been considered at length by the conference, and that a decision will be made known after the matter has been discussed further by the authorities concerned in the present position of affairs, it being understood that the general opinion favours an early settlement of the questions now outstanding.: [147, 1333, 271, 1438]
- divider: [610, 966, 659, 967]
- article: [148, 648, 272, 770]
- article-subheading: THE PROFITEERING BILL.: [586, 1141, 684, 1151]
- article-subheading: WANGANUI SPRING SHOW.: [158, 1194, 260, 1204]
- article: [707, 613, 831, 1910]
- article-paragraph: By Telegraph—Press Assn.—Copyright. Received August 12, 2.30 p.m. London, August 11. The report states that the proposals have been considered at length by the conference, and that a decision will be made known after the matter has been discussed further by the authorities concerned in the present position of affairs, it being understood that the general opinion favours an early settlement of the questions now outstanding.: [572, 1456, 697, 1560]
- article-paragraph: By Telegraph—Press Assn.—Copyright. Received August 12, 2.30 p.m. London, August 11. The report states that the proposals have been considered at length by the conference, and that a decision will be made known after the matter has been discussed further by the authorities concerned in the present position of affairs, it being understood that the general opinion favours an early settlement of the questions now outstanding.: [416, 575, 562, 664]
- article-paragraph: By Telegraph—Press Assn.—Copyright. Received August 12, 2.30 p.m. London, August 11. The report states that the proposals have been considered at length by the conference, and that a decision will be made known after the matter has been discussed further by the authorities concerned in the present position of affairs, it being understood that the general opinion favours an early settlement of the questions now outstanding.: [147, 1078, 271, 1183]
- article-paragraph: By Telegraph—Press Assn.—Copyright. Received August 12, 2.30 p.m. London, August 11. The report states that the proposals have been considered at length by the conference, and that a decision will be made known after the matter has been discussed further by the authorities concerned in the present position of affairs, it being understood that the general opinion favours an early settlement of the questions now outstanding.: [416, 1165, 562, 1253]
- article-paragraph: By Telegraph—Press Assn.—Copyright. Received August 12, 2.30 p.m. London, August 11. The report states that the proposals have been considered at length by the conference, and that a decision will be made known after the matter has been discussed further by the authorities concerned in the present position of affairs, it being understood that the general opinion favours an early settlement of the questions now outstanding.: [13, 1574, 137, 1679]
- article-paragraph: By Telegraph—Press Assn.—Copyright. Received August 12, 2.30 p.m. London, August 11. The report states that the proposals have been considered at length by the conference, and that a decision will be made known after the matter has been discussed further by the authorities concerned in the present position of affairs, it being understood that the general opinion favours an early settlement of the questions now outstanding.: [707, 105, 831, 209]
- divider: [50, 1451, 99, 1452]
- article-subheading: AN AUCKLAND DISPUTE.: [296, 1058, 392, 1068]
- article: [148, 1913, 272, 2035]
- article-paragraph: By Telegraph—Press Assn.—Copyright. Received August 12, 2.30 p.m. London, August 11. The report states that the proposals have been considered at length by the conference, and that a decision will be made known after the matter has been discussed further by the authorities concerned in the present position of affairs, it being understood that the general opinion favours an early settlement of the questions now outstanding.: [841, 469, 966, 574]
- article-paragraph: By Telegraph—Press Assn.—Copyright. Received August 12, 2.30 p.m. London, August 11. The report states that the proposals have been considered at length by the conference, and that a decision will be made known after the matter has been discussed further by the authorities concerned in the present position of affairs, it being understood that the general opinion favours an early settlement of the questions now outstanding.: [707, 1592, 831, 1696]
- article-paragraph: By Telegraph—Press Assn.—Copyright. Received August 12, 2.30 p.m. London, August 11. The report states that the proposals have been considered at length by the conference, and that a decision will be made known after the matter has been discussed further by the authorities concerned in the present position of affairs, it being understood that the general opinion favours an early settlement of the questions now outstanding.: [707, 1059, 831, 1163]
- newspaper-columns: [8, 38, 1106, 2418]
- divider: [50, 1281, 99, 1282]
- article-subheading: REPLY TO RETURNED SOLDIERS' ASSOCIATION.: [427, 1053, 551, 1072]
- article-paragraph: By Telegraph—Press Assn.—Copyright. Received August 12, 2.30 p.m. London, August 11. The report states that the proposals have been considered at length by the conference, and that a decision will be made known after the matter has been discussed further by the authorities concerned in the present position of affairs, it being understood that the general opinion favours an early settlement of the questions now outstanding.: [572, 1349, 697, 1454]
- article-headline: MR. WILKINSON, M.P.: [294, 1597, 394, 1647]
- article-subheading: THE YEAR'S WORK.: [1002, 1325, 1076, 1335]
- article-paragraph: By Telegraph—Press Assn.—Copyright. Received August 12, 2.30 p.m. London, August 11. The report states that the proposals have been considered at length by the conference, and that a decision will be made known after the matter has been discussed further by the authorities concerned in the present position of affairs, it being understood that the general opinion favours an early settlement of the questions now outstanding.: [707, 369, 831, 473]
- article-paragraph: By Telegraph—Press Assn.—Copyright. Received August 12, 2.30 p.m. London, August 11. The report states that the proposals have been considered at length by the conference, and that a decision will be made known after the matter has been discussed further by the authorities concerned in the present position of affairs, it being understood that the general opinion favours an early settlement of the questions now outstanding.: [572, 454, 697, 559]
- article-paragraph: By Telegraph—Press Assn.—Copyright. Received August 12, 2.30 p.m. London, August 11. The report states that the proposals have been considered at length by the conference, and that a decision will be made known after the matter has been discussed further by the authorities concerned in the present position of affairs, it being understood that the general opinion favours an early settlement of the questions now outstanding.: [13, 1942, 137, 2047]
- divider: [879, 106, 928, 107]
- article-paragraph: By Telegraph—Press Assn.—Copyright. Received August 12, 2.30 p.m. London, August 11. The report states that the proposals have been considered at length by the conference, and that a decision will be made known after the matter has been discussed further by the authorities concerned in the present position of affairs, it being understood that the general opinion favours an early settlement of the questions now outstanding.: [976, 1675, 1101, 1779]
